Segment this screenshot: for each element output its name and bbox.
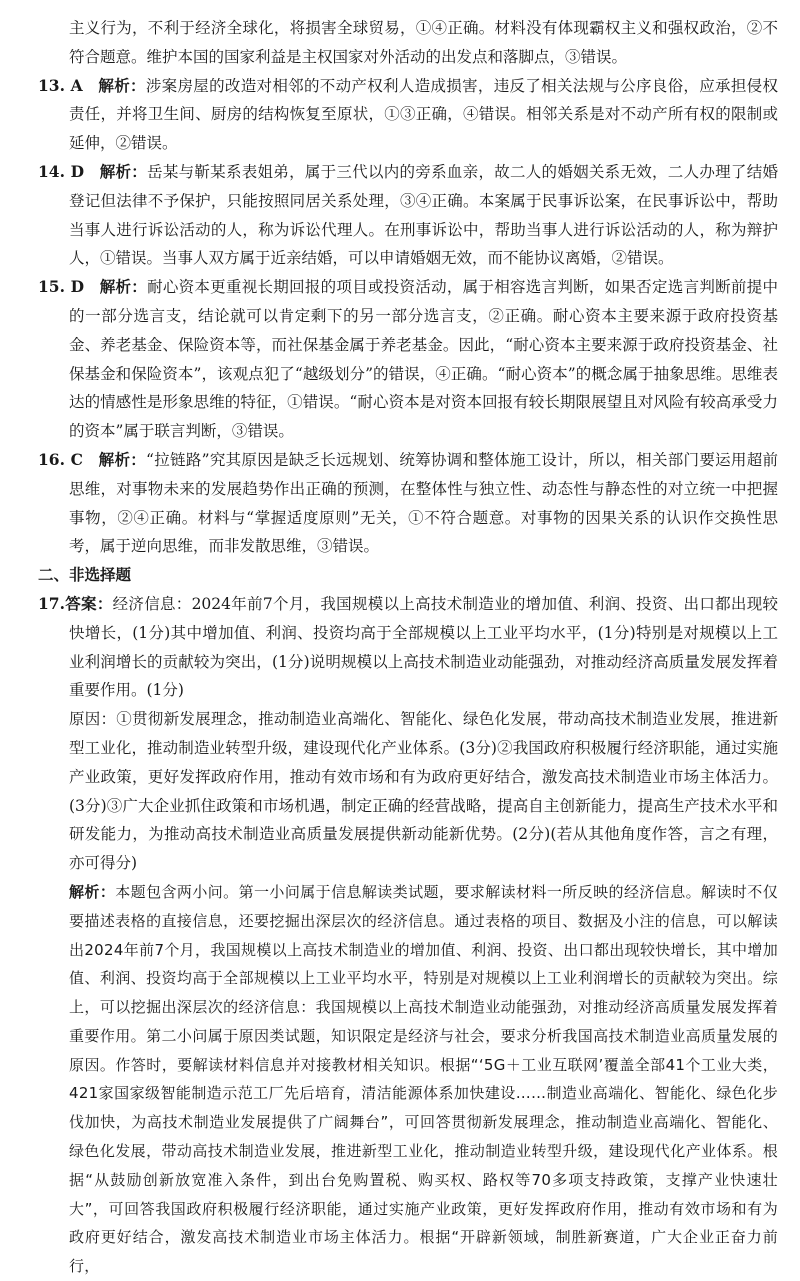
intro-paragraph: 主义行为，不利于经济全球化，将损害全球贸易，①④正确。材料没有体现霸权主义和强权政治，②不符合题意。维护本国的国家利益是主权国家对外活动的出发点和落脚点，③错误。 <box>69 19 778 66</box>
question-15-label: 解析： <box>99 277 148 297</box>
question-17-answer-text: 经济信息：2024年前7个月，我国规模以上高技术制造业的增加值、利润、投资、出口都出现较快增长，(1分)其中增加值、利润、投资均高于全部规模以上工业平均水平，(1分)特别是对规模以上工业利润增长的贡献较为突出，(1分)说明规模以上高技术制造业动能强劲，对推动经济高质量发展发挥着重要作用。(1分) <box>69 594 778 700</box>
question-13-text: 涉案房屋的改造对相邻的不动产权利人造成损害，违反了相关法规与公序良俗，应承担侵权责任，并将卫生间、厨房的结构恢复至原状，①③正确，④错误。相邻关系是对不动产所有权的限制或延伸，②错误。 <box>69 76 778 153</box>
question-14-number: 14. D <box>38 161 85 181</box>
question-17-analysis <box>38 878 778 1281</box>
question-13 <box>38 72 778 158</box>
question-17-number: 17. <box>38 593 65 613</box>
question-14 <box>38 158 778 273</box>
question-15-text: 耐心资本更重视长期回报的项目或投资活动，属于相容选言判断，如果否定选言判断前提中的一部分选言支，结论就可以肯定剩下的另一部分选言支，②正确。耐心资本主要来源于政府投资基金、养老基金、保险资本等，而社保基金属于养老基金。因此，“耐心资本主要来源于政府投资基金、社保基金和保险资本”，该观点犯了“越级划分”的错误，④正确。“耐心资本”的概念属于抽象思维。思维表达的情感性是形象思维的特征，①错误。“耐心资本是对资本回报有较长期限展望且对风险有较高承受力的资本”属于联言判断，③错误。 <box>69 278 778 441</box>
question-17-answer-label: 答案： <box>64 593 113 613</box>
question-17-analysis-text: 本题包含两小问。第一小问属于信息解读类试题，要求解读材料一所反映的经济信息。解读时不仅要描述表格的直接信息，还要挖掘出深层次的经济信息。通过表格的项目、数据及小注的信息，可以解读出2024年前7个月，我国规模以上高技术制造业的增加值、利润、投资、出口都出现较快增长，其中增加值、利润、投资均高于全部规模以上工业平均水平，特别是对规模以上工业利润增长的贡献较为突出。综上，可以挖掘出深层次的经济信息：我国规模以上高技术制造业动能强劲，对推动经济高质量发展发挥着重要作用。第二小问属于原因类试题，知识限定是经济与社会，要求分析我国高技术制造业高质量发展的原因。作答时，要解读材料信息并对接教材相关知识。根据“‘5G＋工业互联网’覆盖全部41个工业大类，421家国家级智能制造示范工厂先后培育，清洁能源体系加快建设……制造业高端化、智能化、绿色化步伐加快，为高技术制造业发展提供了广阔舞台”，可回答贯彻新发展理念，推动制造业高端化、智能化、绿色化发展，带动高技术制造业发展，推进新型工业化，推动制造业转型升级，建设现代化产业体系。根据“从鼓励创新放宽准入条件，到出台免购置税、购买权、路权等70多项支持政策，支撑产业快速壮大”，可回答我国政府积极履行经济职能，通过实施产业政策，更好发挥政府作用，推动有效市场和有为政府更好结合，激发高技术制造业市场主体活力。根据“开辟新领域，制胜新赛道，广大企业正奋力前行， <box>69 882 778 1276</box>
question-15 <box>38 273 778 446</box>
question-13-number: 13. A <box>38 75 83 95</box>
section-title: 二、非选择题 <box>38 565 132 585</box>
question-14-label: 解析： <box>99 161 148 181</box>
question-16 <box>38 446 778 561</box>
answer-page <box>38 14 778 1281</box>
question-13-label: 解析： <box>98 75 146 95</box>
question-17-analysis-label: 解析： <box>69 882 116 901</box>
question-15-number: 15. D <box>38 277 85 297</box>
question-16-text: “拉链路”究其原因是缺乏长远规划、统筹协调和整体施工设计，所以，相关部门要运用超前思维，对事物未来的发展趋势作出正确的预测，在整体性与独立性、动态性与静态性的对立统一中把握事物，②④正确。材料与“掌握适度原则”无关，①不符合题意。对事物的因果关系的认识作交换性思考，属于逆向思维，而非发散思维，③错误。 <box>69 450 778 556</box>
question-14-text: 岳某与靳某系表姐弟，属于三代以内的旁系血亲，故二人的婚姻关系无效，二人办理了结婚登记但法律不予保护，只能按照同居关系处理，③④正确。本案属于民事诉讼案，在民事诉讼中，帮助当事人进行诉讼活动的人，称为诉讼代理人。在刑事诉讼中，帮助当事人进行诉讼活动的人，称为辩护人，①错误。当事人双方属于近亲结婚，可以申请婚姻无效，而不能协议离婚，②错误。 <box>69 162 778 268</box>
question-16-label: 解析： <box>98 449 147 469</box>
question-17-answer <box>38 590 778 705</box>
question-16-number: 16. C <box>38 449 83 469</box>
question-17-reason: 原因：①贯彻新发展理念，推动制造业高端化、智能化、绿色化发展，带动高技术制造业发展，推进新型工业化，推动制造业转型升级，建设现代化产业体系。(3分)②我国政府积极履行经济职能，通过实施产业政策，更好发挥政府作用，推动有效市场和有为政府更好结合，激发高技术制造业市场主体活力。(3分)③广大企业抓住政策和市场机遇，制定正确的经营战略，提高自主创新能力，提高生产技术水平和研发能力，为推动高技术制造业高质量发展提供新动能新优势。(2分)(若从其他角度作答，言之有理，亦可得分) <box>69 710 778 873</box>
